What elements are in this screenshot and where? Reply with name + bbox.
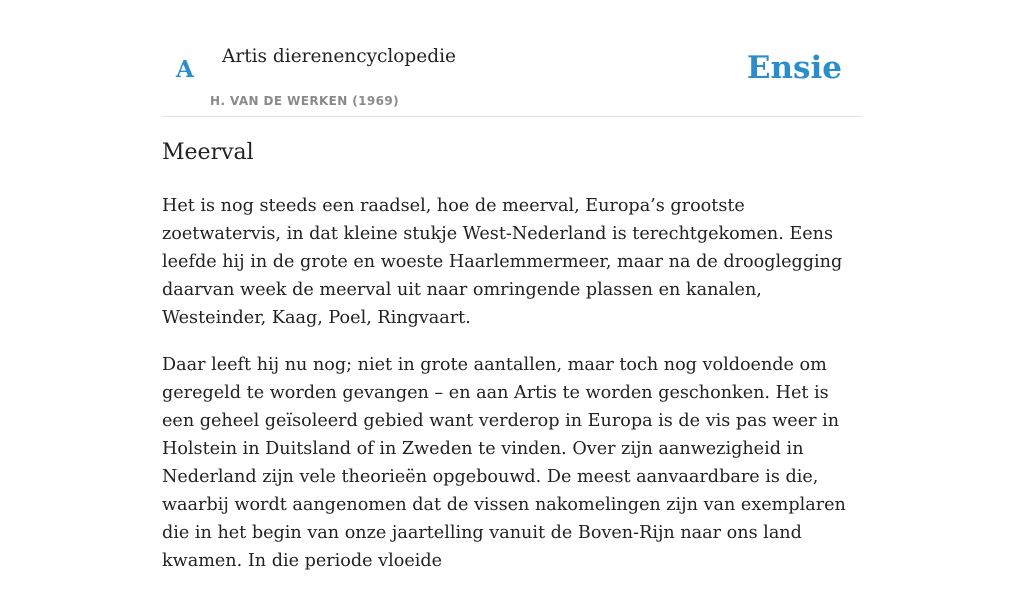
entry-body — [162, 192, 862, 594]
paragraph: Daar leeft hij nu nog; niet in grote aantallen, maar toch nog voldoende om geregeld te worden gevangen – en aan Artis te worden geschonken. Het is een geheel geïsoleerd gebied want verderop in Europa is de vis pas weer in Holstein in Duitsland of in Zweden te vinden. Over zijn aanwezigheid in Nederland zijn vele theorieën opgebouwd. De meest aanvaardbare is die, waarbij wordt aangenomen dat de vissen nakomelingen zijn van exemplaren die in het begin van onze jaartelling vanuit de Boven-Rijn naar ons land kwamen. In die periode vloeide — [162, 355, 846, 571]
index-letter[interactable]: A — [176, 56, 194, 83]
ensie-logo[interactable]: Ensie — [746, 50, 842, 86]
paragraph: Het is nog steeds een raadsel, hoe de meerval, Europa’s grootste zoetwatervis, in dat kleine stukje West-Nederland is terechtgekomen. Eens leefde hij in de grote en woeste Haarlemmermeer, maar na de drooglegging daarvan week de meerval uit naar omringende plassen en kanalen, Westeinder, Kaag, Poel, Ringvaart. — [162, 196, 843, 328]
book-title-link[interactable]: Artis dierenencyclopedie — [222, 46, 456, 67]
page-container — [162, 0, 862, 571]
entry-header — [162, 0, 862, 117]
author-credit: H. VAN DE WERKEN (1969) — [210, 94, 400, 108]
entry-title: Meerval — [162, 140, 254, 165]
